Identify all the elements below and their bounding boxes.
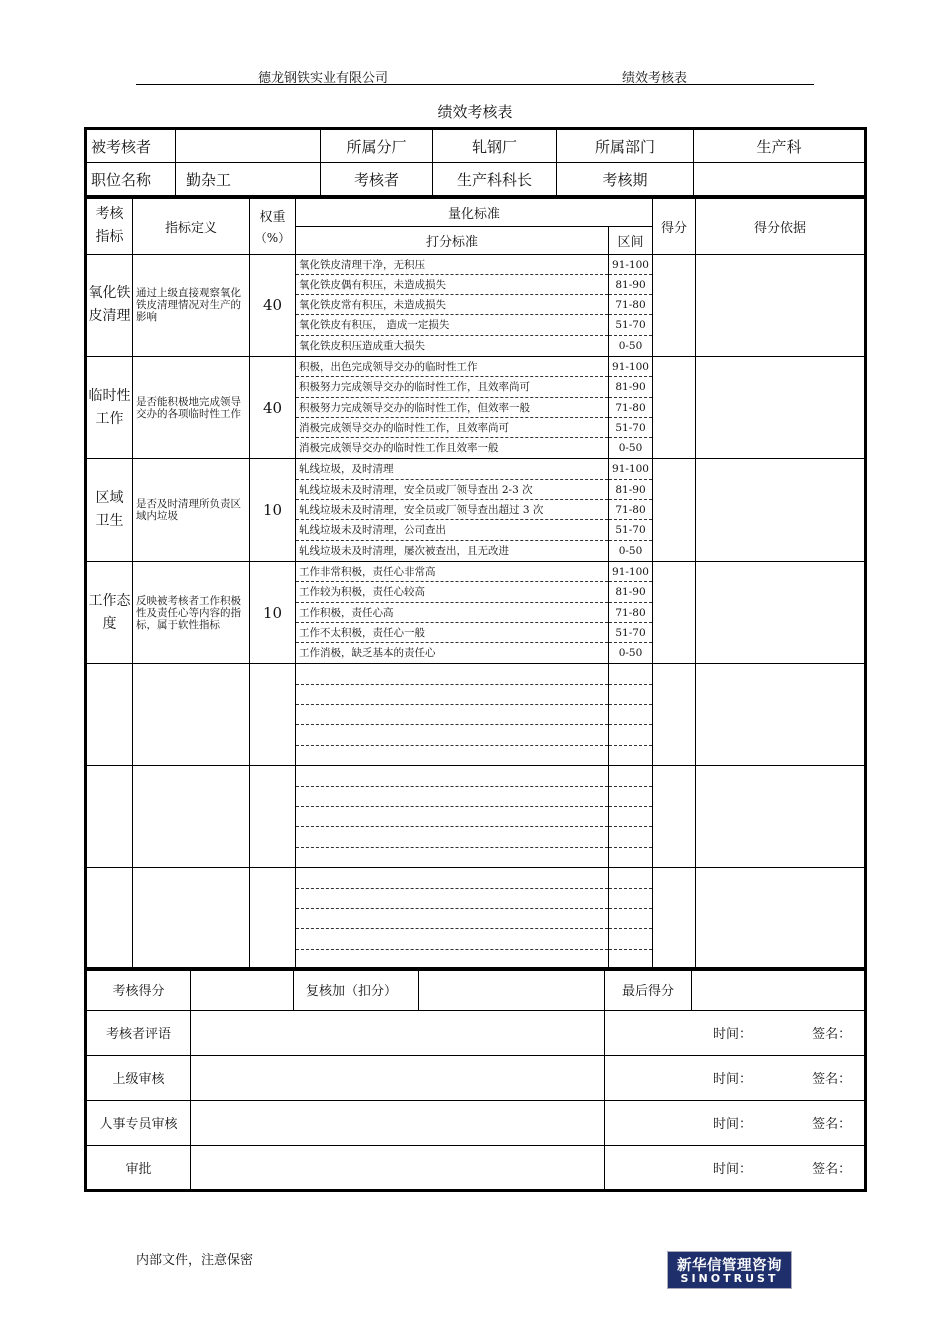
weight-field[interactable] xyxy=(250,868,296,970)
assessor-value: 生产科科长 xyxy=(433,163,557,197)
basis-field[interactable] xyxy=(696,459,866,561)
approval-sign-cell[interactable] xyxy=(605,1145,866,1190)
indicator-definition: 反映被考核者工作积极性及责任心等内容的指标，属于软性指标 xyxy=(133,561,250,663)
criteria-list xyxy=(296,561,609,663)
range-value: 51-70 xyxy=(609,520,652,540)
range-list xyxy=(609,561,653,663)
criteria-line: 氧化铁皮有积压， 造成一定损失 xyxy=(296,315,608,335)
sign-label: 签名： xyxy=(812,1161,852,1177)
range-value: 0-50 xyxy=(618,339,643,352)
header-divider xyxy=(136,84,814,85)
range-list xyxy=(609,459,653,561)
header-definition: 指标定义 xyxy=(133,198,250,254)
sign-label: 签名： xyxy=(812,1117,852,1132)
position-label: 职位名称 xyxy=(86,163,176,197)
score-label: 考核得分 xyxy=(86,968,191,1010)
indicator-definition: 是否能积极地完成领导交办的各项临时性工作 xyxy=(133,356,250,458)
criteria-line: 氧化铁皮积压造成重大损失 xyxy=(299,339,425,352)
criteria-line: 工作不太积极，责任心一般 xyxy=(296,623,608,643)
criteria-line: 工作积极，责任心高 xyxy=(296,603,608,623)
range-blank[interactable] xyxy=(609,664,653,766)
range-list xyxy=(609,254,653,356)
indicator-row xyxy=(86,356,866,458)
indicator-name-field[interactable] xyxy=(86,868,133,970)
range-value: 91-100 xyxy=(609,459,652,479)
time-label: 时间： xyxy=(713,1161,753,1177)
score-field[interactable] xyxy=(653,664,696,766)
criteria-list xyxy=(296,254,609,356)
indicator-name: 氧化铁皮清理 xyxy=(86,254,133,356)
range-value: 91-100 xyxy=(609,255,652,275)
range-value: 71-80 xyxy=(609,398,652,418)
approval-comment-field[interactable] xyxy=(191,1100,605,1145)
approval-sign-cell[interactable] xyxy=(605,1055,866,1100)
score-field[interactable] xyxy=(653,766,696,868)
criteria-blank[interactable] xyxy=(296,868,609,970)
indicator-name-field[interactable] xyxy=(86,664,133,766)
header-range: 区间 xyxy=(609,226,653,254)
range-value: 51-70 xyxy=(609,418,652,438)
criteria-line: 工作较为积极，责任心较高 xyxy=(296,582,608,602)
approval-label: 审批 xyxy=(86,1145,191,1190)
criteria-line: 轧线垃圾未及时清理，公司查出 xyxy=(296,520,608,540)
logo-english-text: SINOTRUST xyxy=(680,1272,779,1285)
criteria-line: 工作非常积极，责任心非常高 xyxy=(296,562,608,582)
final-score-field[interactable] xyxy=(692,968,866,1010)
header-score: 得分 xyxy=(653,198,696,254)
criteria-blank[interactable] xyxy=(296,664,609,766)
header-company: 德龙钢铁实业有限公司 xyxy=(258,71,389,86)
criteria-line: 积极，出色完成领导交办的临时性工作 xyxy=(296,357,608,377)
branch-label: 所属分厂 xyxy=(321,129,433,163)
weight-field[interactable] xyxy=(250,766,296,868)
criteria-line: 积极努力完成领导交办的临时性工作，且效率尚可 xyxy=(296,377,608,397)
range-value: 81-90 xyxy=(609,480,652,500)
dept-label: 所属部门 xyxy=(557,129,694,163)
sign-label: 签名： xyxy=(812,1027,852,1042)
approval-sign-cell[interactable] xyxy=(605,1010,866,1055)
range-value: 71-80 xyxy=(609,603,652,623)
blank-indicator-row xyxy=(86,664,866,766)
range-value: 81-90 xyxy=(609,275,652,295)
score-field[interactable] xyxy=(653,561,696,663)
basis-field[interactable] xyxy=(696,561,866,663)
indicator-row xyxy=(86,561,866,663)
sign-label: 签名： xyxy=(812,1072,852,1087)
indicator-weight: 10 xyxy=(250,459,296,561)
indicator-name: 区域卫生 xyxy=(86,459,133,561)
range-blank[interactable] xyxy=(609,868,653,970)
approval-label: 上级审核 xyxy=(86,1055,191,1100)
criteria-line: 轧线垃圾，及时清理 xyxy=(296,459,608,479)
criteria-line: 轧线垃圾未及时清理，安全员或厂领导查出超过 3 次 xyxy=(296,500,608,520)
range-value: 51-70 xyxy=(609,623,652,643)
criteria-line: 氧化铁皮偶有积压，未造成损失 xyxy=(296,275,608,295)
blank-indicator-row xyxy=(86,766,866,868)
definition-field[interactable] xyxy=(133,766,250,868)
assessee-field[interactable] xyxy=(176,129,321,163)
indicator-name: 临时性工作 xyxy=(86,356,133,458)
approval-comment-field[interactable] xyxy=(191,1145,605,1190)
info-table xyxy=(84,127,867,198)
header-criteria: 打分标准 xyxy=(296,226,609,254)
criteria-blank[interactable] xyxy=(296,766,609,868)
range-value: 0-50 xyxy=(618,544,643,557)
score-field[interactable] xyxy=(653,868,696,970)
time-label: 时间： xyxy=(713,1117,753,1132)
range-value: 51-70 xyxy=(609,315,652,335)
final-score-label: 最后得分 xyxy=(605,968,692,1010)
criteria-line: 工作消极，缺乏基本的责任心 xyxy=(299,647,436,660)
approval-comment-field[interactable] xyxy=(191,1010,605,1055)
score-total-field[interactable] xyxy=(191,968,294,1010)
range-list xyxy=(609,356,653,458)
definition-field[interactable] xyxy=(133,868,250,970)
assessor-label: 考核者 xyxy=(321,163,433,197)
criteria-line: 氧化铁皮常有积压，未造成损失 xyxy=(296,295,608,315)
score-field[interactable] xyxy=(653,356,696,458)
indicator-table xyxy=(84,197,867,971)
indicator-weight: 40 xyxy=(250,356,296,458)
criteria-line: 轧线垃圾未及时清理，安全员或厂领导查出 2-3 次 xyxy=(296,480,608,500)
range-value: 91-100 xyxy=(609,562,652,582)
definition-field[interactable] xyxy=(133,664,250,766)
header-indicator: 考核指标 xyxy=(86,198,133,254)
indicator-definition: 通过上级直接观察氧化铁皮清理情况对生产的影响 xyxy=(133,254,250,356)
basis-field[interactable] xyxy=(696,254,866,356)
indicator-row xyxy=(86,254,866,356)
range-blank[interactable] xyxy=(609,766,653,868)
time-label: 时间： xyxy=(713,1027,753,1042)
header-weight-unit: （%） xyxy=(254,231,291,246)
indicator-name: 工作态度 xyxy=(86,561,133,663)
sinotrust-logo xyxy=(667,1251,792,1289)
header-weight-label: 权重 xyxy=(259,210,286,226)
range-value: 71-80 xyxy=(609,295,652,315)
range-value: 0-50 xyxy=(618,647,643,660)
indicator-weight: 10 xyxy=(250,561,296,663)
basis-field[interactable] xyxy=(696,868,866,970)
range-value: 71-80 xyxy=(609,500,652,520)
approval-table xyxy=(84,967,867,1192)
header-basis: 得分依据 xyxy=(696,198,866,254)
indicator-weight: 40 xyxy=(250,254,296,356)
range-value: 91-100 xyxy=(609,357,652,377)
criteria-line: 消极完成领导交办的临时性工作，且效率尚可 xyxy=(296,418,608,438)
indicator-definition: 是否及时清理所负责区域内垃圾 xyxy=(133,459,250,561)
branch-value: 轧钢厂 xyxy=(433,129,557,163)
blank-indicator-row xyxy=(86,868,866,970)
range-value: 0-50 xyxy=(618,442,643,455)
range-value: 81-90 xyxy=(609,582,652,602)
criteria-line: 氧化铁皮清理干净，无积压 xyxy=(296,255,608,275)
header-weight xyxy=(250,198,296,254)
approval-sign-cell[interactable] xyxy=(605,1100,866,1145)
time-label: 时间： xyxy=(713,1072,753,1087)
score-field[interactable] xyxy=(653,459,696,561)
dept-value: 生产科 xyxy=(694,129,866,163)
header-quant: 量化标准 xyxy=(296,198,653,226)
criteria-line: 消极完成领导交办的临时性工作且效率一般 xyxy=(299,442,499,455)
approval-comment-field[interactable] xyxy=(191,1055,605,1100)
range-value: 81-90 xyxy=(609,377,652,397)
period-field[interactable] xyxy=(694,163,866,197)
logo-chinese-text: 新华信管理咨询 xyxy=(677,1258,782,1274)
criteria-line: 轧线垃圾未及时清理，屡次被查出，且无改进 xyxy=(299,544,509,557)
confidential-note: 内部文件，注意保密 xyxy=(136,1253,254,1268)
criteria-list xyxy=(296,459,609,561)
basis-field[interactable] xyxy=(696,664,866,766)
basis-field[interactable] xyxy=(696,356,866,458)
weight-field[interactable] xyxy=(250,664,296,766)
assessee-label: 被考核者 xyxy=(86,129,176,163)
header-form-name: 绩效考核表 xyxy=(622,71,688,86)
criteria-line: 积极努力完成领导交办的临时性工作，但效率一般 xyxy=(296,398,608,418)
document-title: 绩效考核表 xyxy=(437,103,513,121)
approval-label: 人事专员审核 xyxy=(86,1100,191,1145)
recheck-field[interactable] xyxy=(419,968,605,1010)
indicator-name-field[interactable] xyxy=(86,766,133,868)
position-value: 勤杂工 xyxy=(176,163,321,197)
indicator-row xyxy=(86,459,866,561)
recheck-label: 复核加（扣分） xyxy=(294,968,419,1010)
period-label: 考核期 xyxy=(557,163,694,197)
score-field[interactable] xyxy=(653,254,696,356)
criteria-list xyxy=(296,356,609,458)
approval-label: 考核者评语 xyxy=(86,1010,191,1055)
basis-field[interactable] xyxy=(696,766,866,868)
